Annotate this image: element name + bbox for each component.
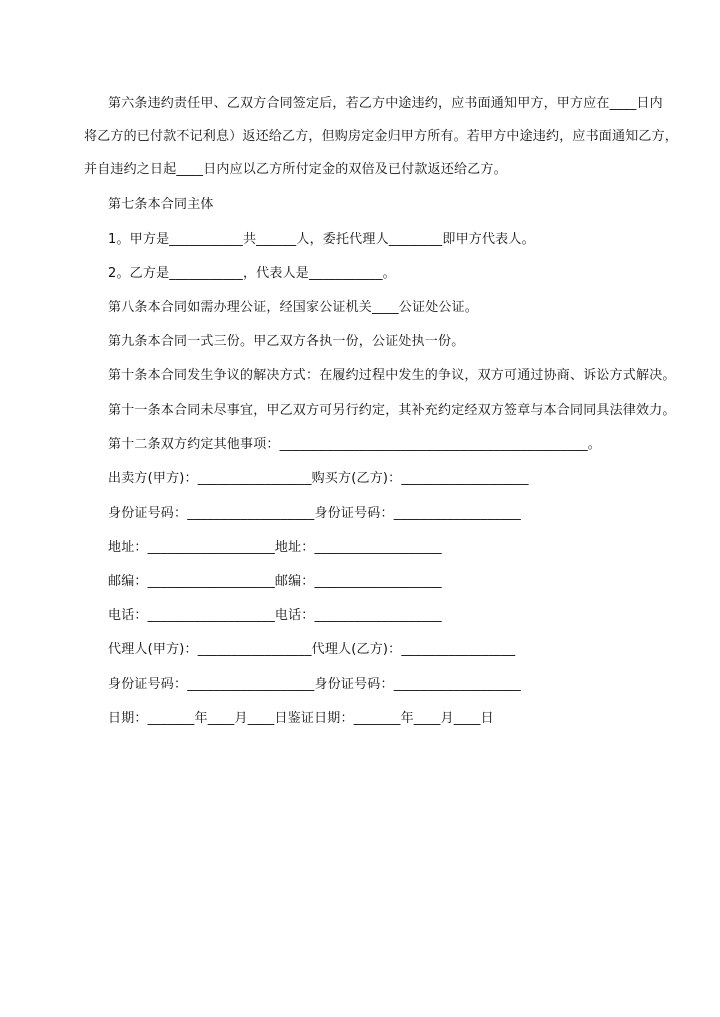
article9: 第九条本合同一式三份。甲乙双方各执一份，公证处执一份。 — [108, 334, 465, 349]
id-number-line-2: 身份证号码：___________________身份证号码：___________________ — [108, 677, 521, 692]
article6-line2: 将乙方的已付款不记利息）返还给乙方，但购房定金归甲方所有。若甲方中途违约，应书面通知乙方， — [84, 129, 679, 144]
article7-item2: 2。乙方是___________，代表人是___________。 — [108, 266, 396, 281]
seller-buyer-line: 出卖方(甲方)：_________________购买方(乙方)：___________________ — [108, 471, 529, 486]
article11: 第十一条本合同未尽事宜，甲乙双方可另行约定，其补充约定经双方签章与本合同同具法律效力。 — [108, 403, 676, 418]
article7-item1: 1。甲方是___________共______人，委托代理人________即甲方代表人。 — [108, 232, 535, 247]
id-number-line-1: 身份证号码：___________________身份证号码：___________________ — [108, 506, 521, 521]
postcode-line: 邮编：___________________邮编：___________________ — [108, 574, 442, 589]
date-line: 日期：_______年____月____日鉴证日期：_______年____月____日 — [108, 711, 494, 726]
article7-title: 第七条本合同主体 — [108, 197, 214, 212]
article6-line1: 第六条违约责任甲、乙双方合同签定后，若乙方中途违约，应书面通知甲方，甲方应在____日内 — [108, 96, 663, 111]
article8: 第八条本合同如需办理公证，经国家公证机关____公证处公证。 — [108, 300, 479, 315]
agent-line: 代理人(甲方)：_________________代理人(乙方)：_________________ — [108, 642, 516, 657]
article10: 第十条本合同发生争议的解决方式：在履约过程中发生的争议，双方可通过协商、诉讼方式解决。 — [108, 368, 676, 383]
article6-line3: 并自违约之日起____日内应以乙方所付定金的双倍及已付款返还给乙方。 — [84, 162, 507, 177]
address-line: 地址：___________________地址：___________________ — [108, 540, 442, 555]
article12: 第十二条双方约定其他事项：______________________________________________。 — [108, 437, 602, 452]
phone-line: 电话：___________________电话：___________________ — [108, 608, 442, 623]
